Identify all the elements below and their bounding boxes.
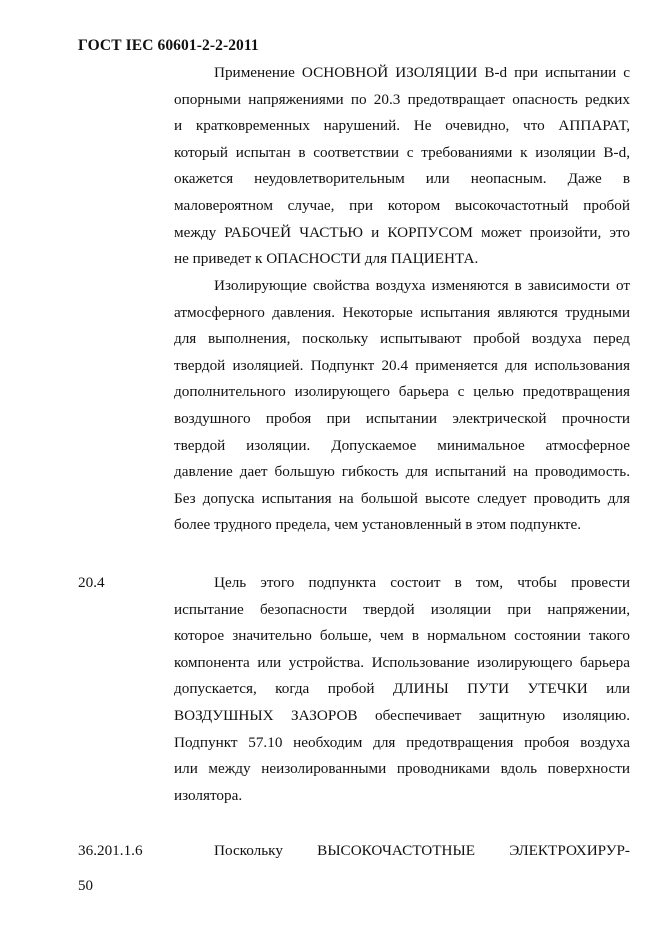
text-line: Цель этого подпункта состоит в том, чтобы провести <box>214 574 630 591</box>
text-line: маловероятном случае, при котором высокочастотный пробой <box>174 196 630 214</box>
text-line: дополнительного изолирующего барьера с целью предотвращения <box>174 383 630 401</box>
text-line: более трудного предела, чем установленный в этом подпункте. <box>174 516 582 534</box>
text-line: Без допуска испытания на большой высоте следует проводить для <box>174 489 630 507</box>
text-line: компонента или устройства. Использование изолирующего барьера <box>174 653 630 671</box>
paragraph-air-insulation <box>174 273 630 539</box>
section-36-text <box>174 838 630 865</box>
section-number: 20.4 <box>78 574 105 591</box>
text-line: или между неизолированными проводниками вдоль поверхности <box>174 760 630 778</box>
text-line: опорными напряжениями по 20.3 предотвращает опасность редких <box>174 90 630 108</box>
page-number: 50 <box>78 878 93 894</box>
text-line: атмосферного давления. Некоторые испытания являются трудными <box>174 303 630 321</box>
text-line: твердой изоляцией. Подпункт 20.4 применяется для использования <box>174 356 630 374</box>
section-number: 36.201.1.6 <box>78 842 143 859</box>
text-line: ВОЗДУШНЫХ ЗАЗОРОВ обеспечивает защитную изоляцию. <box>174 706 630 724</box>
text-line: которое значительно больше, чем в нормальном состоянии такого <box>174 627 630 645</box>
document-header: ГОСТ IEC 60601-2-2-2011 <box>78 37 259 54</box>
text-line: и кратковременных нарушений. Не очевидно, что АППАРАТ, <box>174 117 630 135</box>
text-line: давление дает большую гибкость для испытаний на проводимость. <box>174 463 630 481</box>
text-line: между РАБОЧЕЙ ЧАСТЬЮ и КОРПУСОМ может произойти, это <box>174 223 630 241</box>
text-line: допускается, когда пробой ДЛИНЫ ПУТИ УТЕЧКИ или <box>174 680 630 698</box>
text-line: Применение ОСНОВНОЙ ИЗОЛЯЦИИ B-d при испытании с <box>214 64 630 81</box>
text-line: испытание безопасности твердой изоляции при напряжении, <box>174 600 630 618</box>
text-line: Поскольку ВЫСОКОЧАСТОТНЫЕ ЭЛЕКТРОХИРУР- <box>214 842 630 859</box>
text-line: воздушного пробоя при испытании электрической прочности <box>174 409 630 427</box>
text-line: который испытан в соответствии с требованиями к изоляции B-d, <box>174 143 630 161</box>
paragraph-basic-insulation <box>174 60 630 273</box>
section-20-4-text <box>174 570 630 809</box>
text-line: не приведет к ОПАСНОСТИ для ПАЦИЕНТА. <box>174 250 479 268</box>
text-line: изолятора. <box>174 786 243 804</box>
text-line: Подпункт 57.10 необходим для предотвращения пробоя воздуха <box>174 733 630 751</box>
text-line: Изолирующие свойства воздуха изменяются в зависимости от <box>214 277 630 294</box>
text-line: окажется неудовлетворительным или неопасным. Даже в <box>174 170 630 188</box>
text-line: твердой изоляции. Допускаемое минимальное атмосферное <box>174 436 630 454</box>
text-line: для выполнения, поскольку испытывают пробой воздуха перед <box>174 330 630 348</box>
